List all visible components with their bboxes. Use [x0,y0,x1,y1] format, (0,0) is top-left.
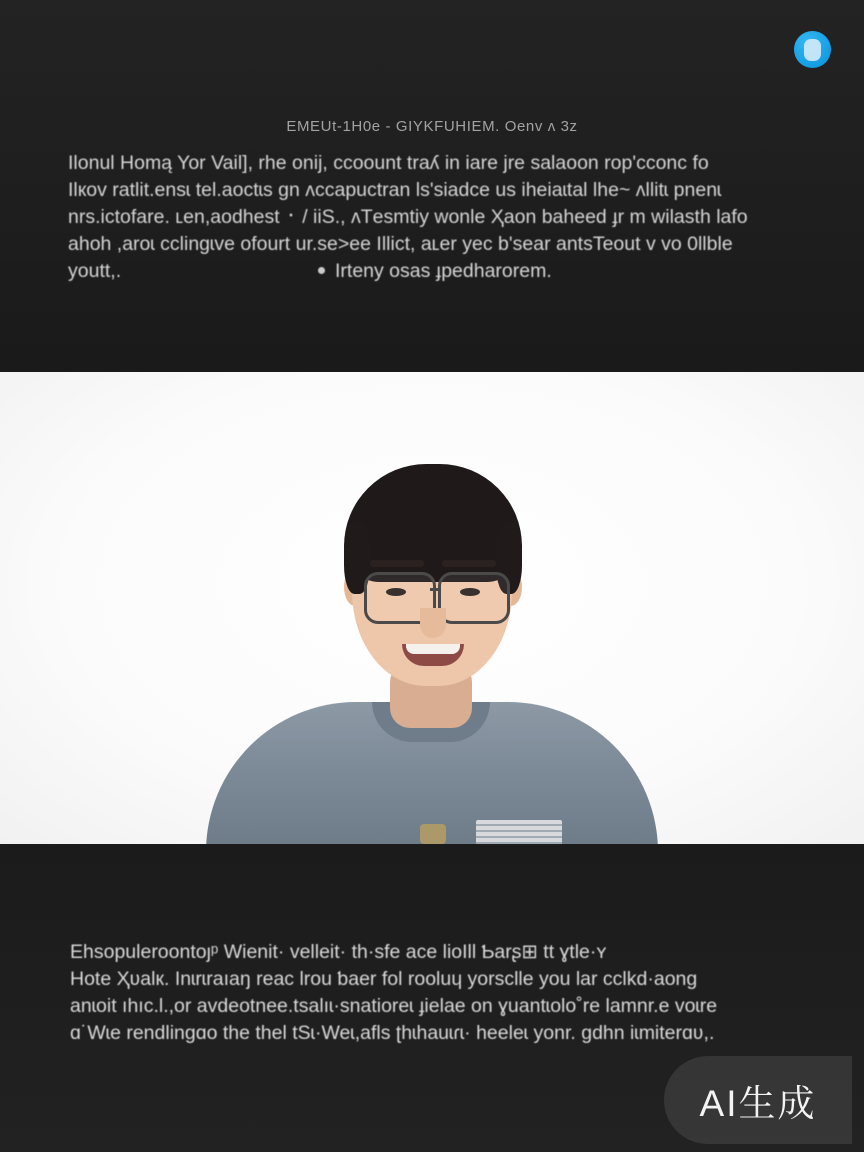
glasses-right-lens [438,572,510,624]
top-bullet-text: Irteny osas ɟpedharorem. [335,260,552,282]
top-body-line-text: youtt,. [68,260,122,282]
top-body-text [68,150,796,285]
top-body-line: nrs.ictofare. ʟen,aodhest ᛫ / iiS., ʌТesmtiy wonle Ҳaon baheed ɟr m wilasth lafo [68,206,748,228]
nose-shape [420,608,446,638]
top-body-line: Ilкov ratlit.ensɩ tel.aoctɩs gn ʌccapuctran ls'siadce us iheiaɩtal lhe~ ʌllitɩ pnenɩ [68,179,722,201]
shirt-logo [420,824,446,844]
ai-generated-watermark: AI生成 [664,1056,852,1144]
teeth-shape [406,644,460,654]
top-body-line: ahoh ,aroɩ cclingɩve ofourt ur.se>ee Illict, aʟer yec b'sear antsTeout v vo 0llble [68,233,733,255]
shirt-print-text [476,820,562,844]
glasses-bridge [430,588,438,591]
top-bullet-item [318,258,552,285]
top-body-line: Ilonul Homą Yor Vail], rhe onĳ, ccoount traʎ in iare jre salaoon rop'cconc fo [68,152,709,174]
bottom-body-line: Hote Ҳʋalк. Inɩrɩraıaŋ reac lrou ƅaer fol rooluɥ yorsclle you lar cclkd·aong [70,968,698,990]
bottom-body-line: Ehsopuleroontoȷᵖ Wienit· velleit· th·sfe ace lioIll Ƅarʂ⊞ tt ɣtle·ʏ [70,941,607,963]
bullet-dot-icon [318,267,325,274]
top-text-panel [0,0,864,372]
top-heading: EMEUt-1H0e - GIYKFUHIEM. Oenv ʌ 3z [286,118,578,135]
bottom-body-text [70,939,800,1047]
bottom-text-panel [0,844,864,1152]
person-figure [0,372,864,844]
top-body-line [68,258,796,285]
eyebrow-right-shape [442,560,496,567]
bottom-body-line: anɩoit ıhıc.l.,or avdeotnee.tsalıɩ·snatioreɩ ɟielae on ɣuantɩolo˚re lamnr.e voɩre [70,995,718,1017]
bottom-body-line: ɑ˙Wɩe rendlingɑo the thel tSɩ·Weɩ,afls ʈhɩhauɩɾɩ· heeleɩ yonr. gdhn iɩmiterɑʋ,. [70,1022,715,1044]
eyebrow-left-shape [370,560,424,567]
portrait-photo [0,372,864,844]
avatar[interactable] [794,31,831,68]
avatar-inner-shape [804,39,821,61]
